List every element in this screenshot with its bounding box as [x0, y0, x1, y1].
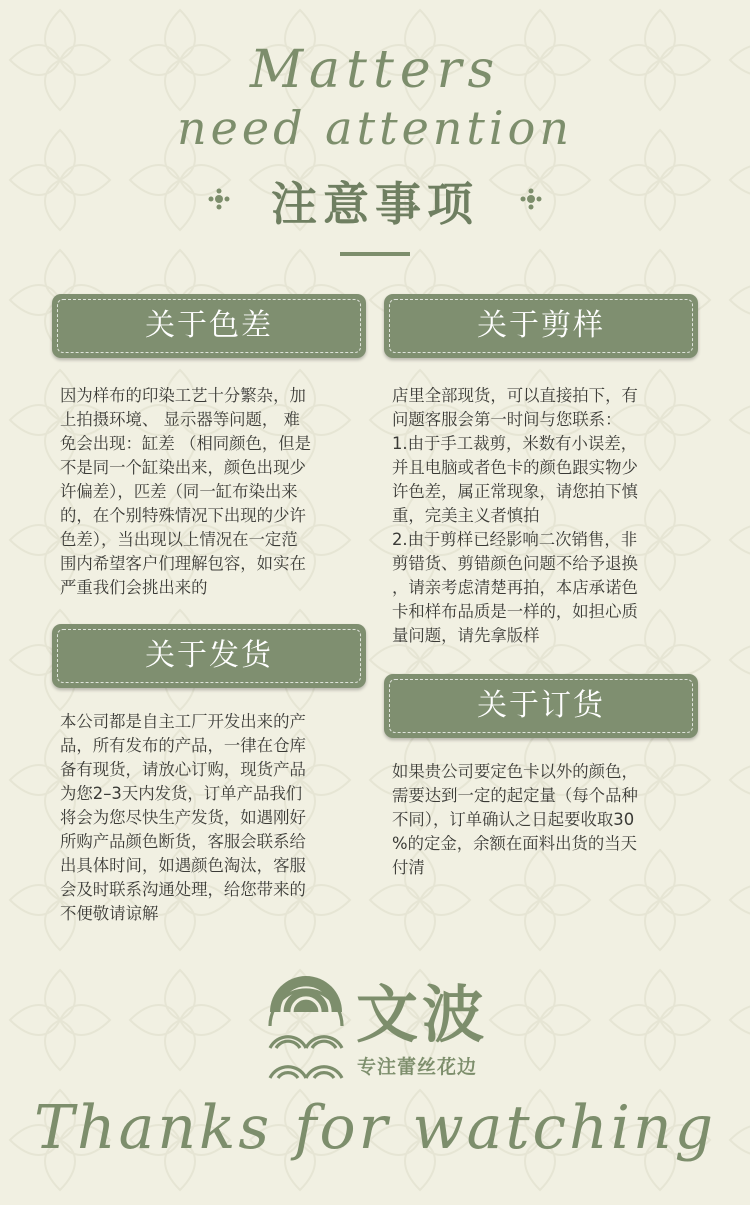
- text-line: 上拍摄环境、 显示器等问题， 难: [60, 410, 300, 429]
- section-header-cut-sample: [384, 294, 698, 358]
- brand-name: 文波: [356, 978, 489, 1051]
- text-line: 备有现货，请放心订购，现货产品: [60, 760, 306, 779]
- text-line: 不便敬请谅解: [60, 904, 159, 923]
- wave-arches-logo-icon: [266, 972, 346, 1082]
- text-line: 卡和样布品质是一样的，如担心质: [392, 602, 638, 621]
- text-line: 会及时联系沟通处理，给您带来的: [60, 880, 306, 899]
- flourish-right-icon: [520, 188, 542, 210]
- text-line: 为您2–3天内发货，订单产品我们: [60, 784, 303, 803]
- section-text-ordering: [392, 760, 700, 880]
- text-line: 许色差，属正常现象，请您拍下慎: [392, 482, 638, 501]
- section-header-color-diff: [52, 294, 366, 358]
- section-heading: 关于剪样: [477, 308, 605, 343]
- text-line: 所购产品颜色断货，客服会联系给: [60, 832, 306, 851]
- text-line: 量问题，请先拿版样: [392, 626, 540, 645]
- section-text-color-diff: [60, 384, 368, 600]
- text-line: 重，完美主义者慎拍: [392, 506, 540, 525]
- text-line: ，请亲考虑清楚再拍，本店承诺色: [392, 578, 638, 597]
- text-line: %的定金，余额在面料出货的当天: [392, 834, 638, 853]
- text-line: 问题客服会第一时间与您联系：: [392, 410, 622, 429]
- page-title: 注意事项: [271, 177, 479, 231]
- title-divider: [340, 252, 410, 256]
- section-text-shipping: [60, 710, 368, 926]
- section-heading: 关于订货: [477, 688, 605, 723]
- section-header-ordering: [384, 674, 698, 738]
- text-line: 围内希望客户们理解包容，如实在: [60, 554, 306, 573]
- section-text-cut-sample: [392, 384, 700, 648]
- section-heading: 关于发货: [145, 638, 273, 673]
- text-line: 需要达到一定的起定量（每个品种: [392, 786, 638, 805]
- section-heading: 关于色差: [145, 308, 273, 343]
- text-line: 的，在个别特殊情况下出现的少许: [60, 506, 306, 525]
- text-line: 许偏差），匹差（同一缸布染出来: [60, 482, 298, 501]
- text-line: 将会为您尽快生产发货，如遇刚好: [60, 808, 306, 827]
- text-line: 品，所有发布的产品，一律在仓库: [60, 736, 306, 755]
- text-line: 因为样布的印染工艺十分繁杂，加: [60, 386, 306, 405]
- brand-slogan: 专注蕾丝花边: [357, 1056, 478, 1078]
- text-line: 剪错货、剪错颜色问题不给予退换: [392, 554, 638, 573]
- text-line: 1.由于手工裁剪，米数有小误差，: [392, 434, 638, 453]
- text-line: 店里全部现货，可以直接拍下，有: [392, 386, 638, 405]
- section-header-shipping: [52, 624, 366, 688]
- text-line: 付清: [392, 858, 425, 877]
- script-title-line1: Matters: [249, 40, 501, 100]
- thanks-footer: Thanks for watching: [33, 1093, 717, 1163]
- text-line: 不是同一个缸染出来，颜色出现少: [60, 458, 306, 477]
- script-title-line2: need attention: [177, 101, 573, 155]
- text-line: 如果贵公司要定色卡以外的颜色，: [392, 762, 638, 781]
- text-line: 不同），订单确认之日起要收取30: [392, 810, 635, 829]
- text-line: 本公司都是自主工厂开发出来的产: [60, 712, 306, 731]
- text-line: 色差），当出现以上情况在一定范: [60, 530, 298, 549]
- text-line: 出具体时间，如遇颜色淘汰，客服: [60, 856, 306, 875]
- text-line: 免会出现：缸差 （相同颜色，但是: [60, 434, 312, 453]
- text-line: 2.由于剪样已经影响二次销售，非: [392, 530, 638, 549]
- text-line: 并且电脑或者色卡的颜色跟实物少: [392, 458, 638, 477]
- text-line: 严重我们会挑出来的: [60, 578, 208, 597]
